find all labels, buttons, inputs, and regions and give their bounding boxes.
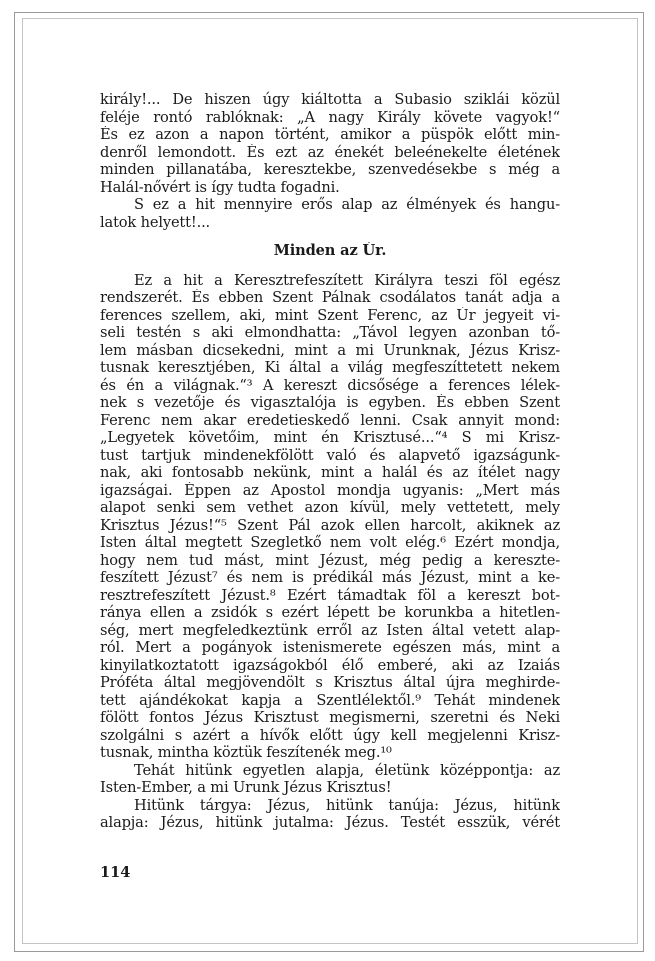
- text-line: alapja: Jézus, hitünk jutalma: Jézus. Testét esszük, vérét: [100, 814, 560, 831]
- text-line: igazságai. Éppen az Apostol mondja ugyanis: „Mert más: [100, 481, 560, 499]
- text-line: Próféta által megjövendölt s Krisztus által újra meghirde-: [100, 674, 560, 691]
- text-line: ség, mert megfeledkeztünk erről az Isten által vetett alap-: [100, 621, 560, 639]
- text-line: hogy nem tud mást, mint Jézust, még pedig a kereszte-: [100, 551, 560, 569]
- text-line: kinyilatkoztatott igazságokból élő emberé, aki az Izaiás: [100, 656, 560, 674]
- text-line: nak, aki fontosabb nekünk, mint a halál és az ítélet nagy: [100, 464, 560, 481]
- text-line: ról. Mert a pogányok istenismerete egészen más, mint a: [100, 639, 560, 656]
- text-line: tusnak keresztjében, Ki által a világ megfeszíttetett nekem: [100, 359, 560, 376]
- text-line: latok helyett!...: [100, 213, 211, 231]
- text-line: fölött fontos Jézus Krisztust megismerni, szeretni és Neki: [100, 709, 560, 726]
- text-line: „Legyetek követőim, mint én Krisztusé...“⁴ S mi Krisz-: [100, 429, 560, 446]
- text-line: S ez a hit mennyire erős alap az élmények és hangu-: [134, 196, 560, 213]
- text-line: tust tartjuk mindenekfölött való és alapvető igazságunk-: [100, 446, 560, 464]
- text-line: rendszerét. És ebben Szent Pálnak csodálatos tanát adja a: [100, 289, 560, 306]
- text-line: feléje rontó rablóknak: „A nagy Király követe vagyok!“: [100, 108, 560, 126]
- text-line: Hitünk tárgya: Jézus, hitünk tanúja: Jézus, hitünk: [134, 796, 560, 814]
- text-line: Krisztus Jézus!“⁵ Szent Pál azok ellen harcolt, akiknek az: [100, 516, 560, 534]
- text-line: nek s vezetője és vigasztalója is egyben. És ebben Szent: [100, 394, 560, 411]
- text-line: szolgálni s azért a hívők előtt úgy kell megjelenni Krisz-: [100, 726, 560, 744]
- text-line: denről lemondott. És ezt az énekét beleénekelte életének: [100, 143, 560, 161]
- text-line: Ez a hit a Keresztrefeszített Királyra teszi föl egész: [134, 271, 560, 289]
- page-number: 114: [100, 864, 131, 881]
- text-line: Isten-Ember, a mi Urunk Jézus Krisztus!: [100, 779, 392, 796]
- text-line: feszített Jézust⁷ és nem is prédikál más Jézust, mint a ke-: [100, 569, 560, 586]
- text-line: minden pillanatába, keresztekbe, szenvedésekbe s még a: [100, 161, 560, 178]
- text-line: és én a világnak.“³ A kereszt dicsősége a ferences lélek-: [100, 376, 560, 394]
- text-line: seli testén s aki elmondhatta: „Távol legyen azonban tő-: [100, 324, 560, 341]
- body-text: [100, 91, 560, 832]
- text-line: tusnak, mintha köztük feszítenék meg.¹⁰: [100, 744, 392, 761]
- text-line: ránya ellen a zsidók s ezért lépett be korunkba a hitetlen-: [100, 604, 560, 621]
- text-line: Halál-nővért is így tudta fogadni.: [100, 178, 340, 196]
- text-line: ferences szellem, aki, mint Szent Ferenc, az Úr jegyeit vi-: [100, 306, 560, 324]
- text-line: Tehát hitünk egyetlen alapja, életünk középpontja: az: [134, 761, 560, 779]
- section-heading: Minden az Úr.: [273, 242, 387, 259]
- text-line: resztrefeszített Jézust.⁸ Ezért támadtak föl a kereszt bot-: [100, 586, 560, 604]
- text-line: király!... De hiszen úgy kiáltotta a Subasio sziklái közül: [100, 91, 560, 108]
- text-line: És ez azon a napon történt, amikor a püspök előtt min-: [100, 126, 560, 143]
- text-line: alapot senki sem vethet azon kívül, mely vettetett, mely: [100, 499, 560, 516]
- text-line: Ferenc nem akar eredetieskedő lenni. Csak annyit mond:: [100, 411, 560, 429]
- text-line: lem másban dicsekedni, mint a mi Urunknak, Jézus Krisz-: [100, 341, 560, 359]
- text-line: Isten által megtett Szegletkő nem volt elég.⁶ Ezért mondja,: [100, 534, 560, 551]
- text-line: tett ajándékokat kapja a Szentlélektől.⁹ Tehát mindenek: [100, 691, 560, 709]
